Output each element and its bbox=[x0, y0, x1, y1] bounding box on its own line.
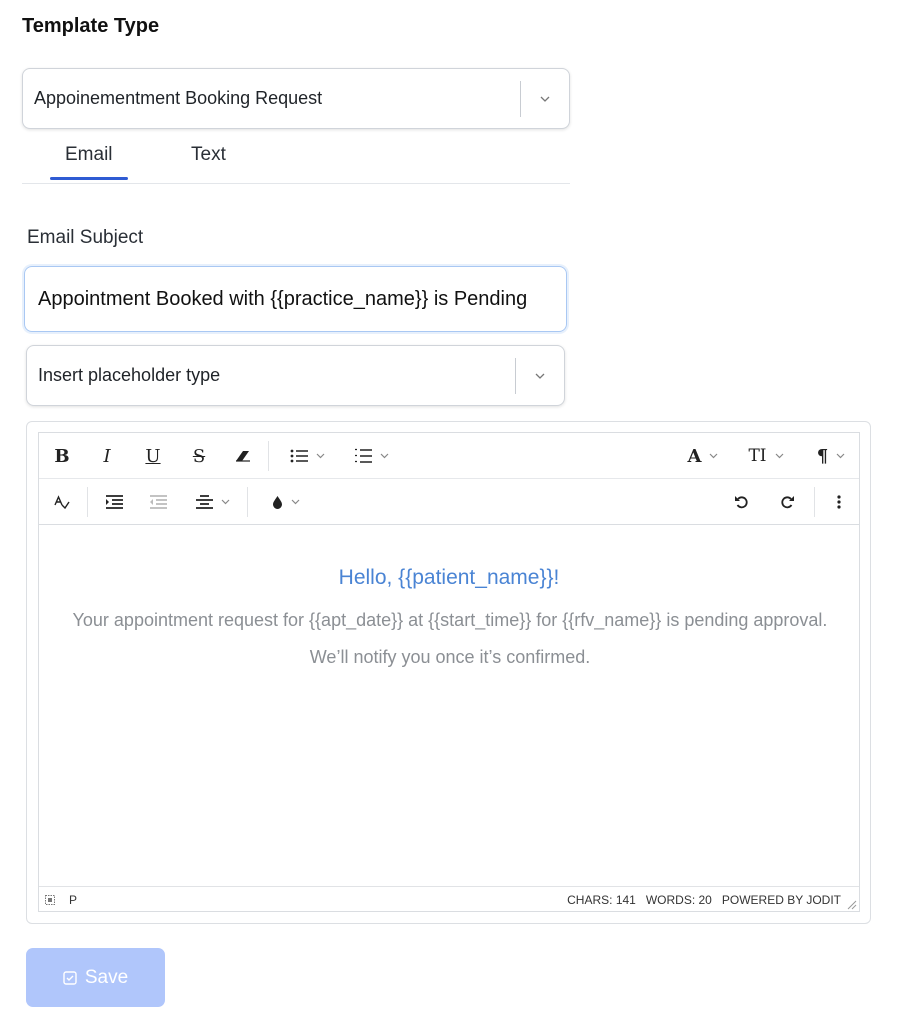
save-label: Save bbox=[84, 966, 129, 988]
numbered-list-icon bbox=[354, 448, 372, 464]
chevron-down-icon bbox=[836, 453, 845, 459]
chevron-down-icon[interactable] bbox=[516, 373, 564, 379]
chevron-down-icon[interactable] bbox=[521, 96, 569, 102]
element-path[interactable]: P bbox=[69, 893, 78, 907]
spellcheck-icon[interactable] bbox=[49, 479, 75, 525]
color-button[interactable] bbox=[261, 479, 311, 525]
resize-handle-icon[interactable] bbox=[845, 898, 857, 910]
font-size-button[interactable]: TI bbox=[740, 433, 792, 479]
underline-button[interactable]: U bbox=[145, 445, 161, 467]
powered-by-link[interactable]: POWERED BY JODIT bbox=[721, 893, 841, 907]
chevron-down-icon bbox=[380, 453, 389, 459]
template-type-label: Template Type bbox=[22, 15, 160, 37]
chevron-down-icon bbox=[775, 453, 784, 459]
eraser-icon[interactable] bbox=[229, 433, 257, 479]
align-button[interactable] bbox=[189, 479, 237, 525]
chevron-down-icon bbox=[221, 499, 230, 505]
outdent-icon[interactable] bbox=[145, 479, 171, 525]
redo-icon[interactable] bbox=[772, 479, 802, 525]
paragraph-button[interactable]: ¶ bbox=[805, 433, 857, 479]
ordered-list-button[interactable] bbox=[346, 433, 396, 479]
greeting-text: Hello, {{patient_name}}! bbox=[338, 566, 560, 589]
chevron-down-icon bbox=[316, 453, 325, 459]
editor-content[interactable] bbox=[39, 526, 859, 886]
editor-toolbar-row-1 bbox=[39, 433, 859, 479]
email-subject-input[interactable] bbox=[24, 266, 567, 332]
rich-text-editor bbox=[38, 432, 860, 912]
save-button[interactable] bbox=[26, 948, 165, 1007]
toolbar-separator bbox=[87, 487, 88, 517]
font-button[interactable]: A bbox=[679, 433, 727, 479]
toolbar-separator bbox=[268, 441, 269, 471]
editor-statusbar bbox=[39, 886, 859, 912]
strikethrough-button[interactable]: S bbox=[192, 445, 206, 467]
editor-container bbox=[26, 421, 871, 924]
more-options-icon[interactable] bbox=[824, 479, 854, 525]
template-type-value: Appoinementment Booking Request bbox=[34, 88, 323, 108]
drop-icon bbox=[272, 495, 283, 509]
italic-button[interactable]: I bbox=[103, 445, 111, 467]
chevron-down-icon bbox=[291, 499, 300, 505]
channel-tabs bbox=[22, 138, 570, 184]
toolbar-separator bbox=[247, 487, 248, 517]
email-subject-value: Appointment Booked with {{practice_name}} is Pending bbox=[38, 287, 528, 310]
tab-email[interactable]: Email bbox=[65, 144, 113, 165]
indent-icon[interactable] bbox=[101, 479, 127, 525]
tab-text[interactable]: Text bbox=[191, 144, 226, 165]
chevron-down-icon bbox=[709, 453, 718, 459]
template-type-select[interactable] bbox=[22, 68, 570, 129]
unordered-list-button[interactable] bbox=[282, 433, 332, 479]
editor-toolbar-row-2 bbox=[39, 479, 859, 525]
undo-icon[interactable] bbox=[727, 479, 757, 525]
selection-icon[interactable] bbox=[45, 895, 55, 905]
email-subject-label: Email Subject bbox=[27, 227, 144, 248]
list-icon bbox=[290, 449, 308, 463]
word-count: WORDS: 20 bbox=[645, 893, 712, 907]
toolbar-separator bbox=[814, 487, 815, 517]
char-count: CHARS: 141 bbox=[567, 893, 636, 907]
bold-button[interactable]: B bbox=[54, 445, 70, 467]
align-center-icon bbox=[196, 495, 213, 509]
body-text: Your appointment request for {{apt_date}} at {{start_time}} for {{rfv_name}} is pending approval. We’ll notify you once it’s confirmed. bbox=[72, 610, 828, 667]
placeholder-type-value: Insert placeholder type bbox=[38, 365, 221, 385]
save-icon bbox=[63, 971, 77, 985]
placeholder-type-select[interactable] bbox=[26, 345, 565, 406]
